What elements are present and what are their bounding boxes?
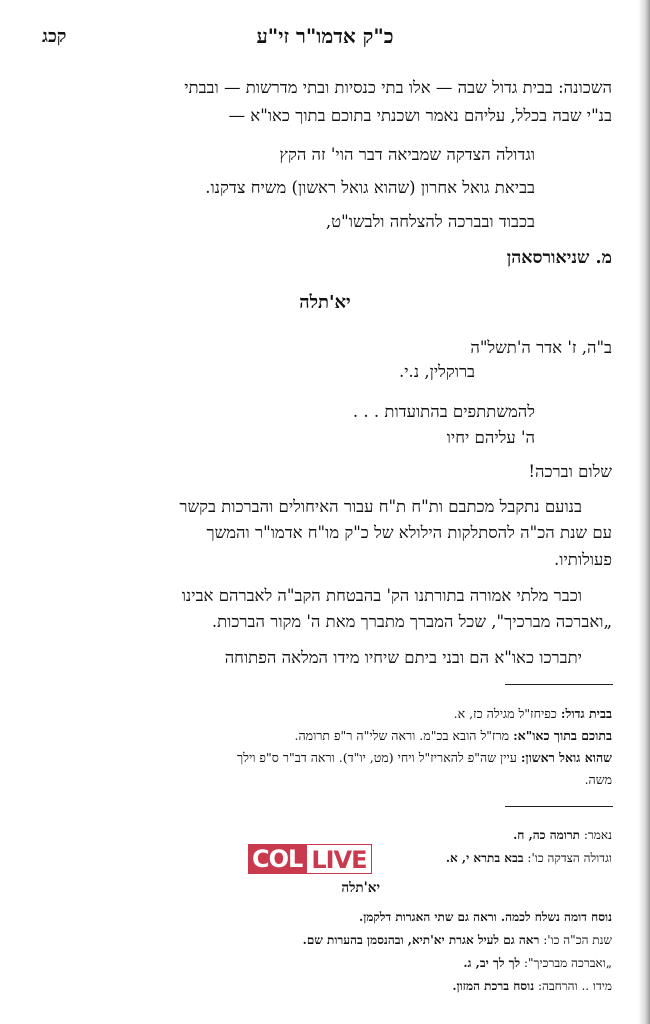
footnote: נאמר: תרומה כה, ח.	[513, 828, 612, 842]
footnote-divider	[505, 684, 613, 685]
page-number: קכג	[42, 26, 67, 47]
body-line: עם שנת הכ"ה להסתלקות הילולא של כ"ק מו"ח אדמו"ר והמשך	[206, 523, 612, 542]
footnote: „ואברכה מברכיך": לך לך יב, ג.	[463, 956, 612, 970]
footnote: שנת הכ"ה כו': ראה גם לעיל אגרת יא'תיא, ובהנסמן בהערות שם.	[302, 933, 612, 947]
footnote: נוסח דומה נשלח לכמה. וראה גם שתי האגרות דלקמן.	[359, 910, 612, 924]
footnote: שהוא גואל ראשון: עיין שה"פ להאריז"ל ויחי (מט, יו"ד). וראה דב"ר ס"פ וילך	[237, 750, 612, 765]
footnote: מידו .. והרחבה: נוסח ברכת המזון.	[452, 979, 612, 993]
footnote: בבית גדול: כפיחז"ל מגילה כז, א.	[453, 706, 612, 721]
letter-title: יא'תלה	[299, 292, 351, 313]
watermark-col: COL	[248, 844, 306, 874]
page-edge-shadow	[638, 0, 650, 1024]
body-line: „ואברכה מברכיך", שכל המברך מתברך מאת ה' מקור הברכות.	[211, 612, 612, 631]
letter-place: ברוקלין, נ.י.	[398, 362, 475, 381]
addressee-blessing: ה' עליהם יחיו	[446, 428, 535, 447]
footnote: בתוכם בתוך כאו"א: מרז"ל הובא בכ"מ. וראה שלי"ה ר"פ תרומה.	[294, 728, 612, 743]
watermark-logo	[248, 844, 372, 874]
body-line: בנועם נתקבל מכתבם ות"ח ת"ח עבור האיחולים והברכות בקשר	[179, 497, 582, 516]
body-line: בנ"י שבה בכלל, עליהם נאמר ושכנתי בתוכם בתוך כאו"א —	[228, 106, 612, 125]
greeting: שלום וברכה!	[528, 462, 612, 481]
body-line: וכבר מלתי אמורה בתורתנו הק' בהבטחת הקב"ה לאברהם אבינו	[181, 586, 582, 605]
addressee: להמשתתפים בהתועדות . . .	[352, 402, 535, 421]
body-line: יתברכו כאו"א הם ובני ביתם שיחיו מידו המלאה הפתוחה	[224, 648, 582, 667]
body-line: פעולותיו.	[554, 550, 612, 569]
body-line: וגדולה הצדקה שמביאה דבר הוי' זה הקץ	[279, 145, 535, 164]
signature: מ. שניאורסאהן	[506, 248, 612, 268]
footnote-section-title: יא'תלה	[341, 880, 380, 896]
body-line: בביאת גואל אחרון (שהוא גואל ראשון) משיח צדקנו.	[205, 178, 535, 197]
body-line: השכונה: בבית גדול שבה — אלו בתי כנסיות ובתי מדרשות — ובבתי	[184, 78, 612, 97]
footnote: משה.	[584, 772, 612, 787]
running-header-title: כ"ק אדמו"ר זי"ע	[256, 24, 394, 48]
body-line: בכבוד ובברכה להצלחה ולבשו"ט,	[325, 212, 535, 231]
letter-date: ב"ה, ז' אדר ה'תשל"ה	[470, 338, 612, 357]
footnote: וגדולה הצדקה כו': בבא בתרא י, א.	[445, 851, 612, 865]
footnote-divider	[505, 806, 613, 807]
watermark-live: LIVE	[306, 844, 371, 874]
